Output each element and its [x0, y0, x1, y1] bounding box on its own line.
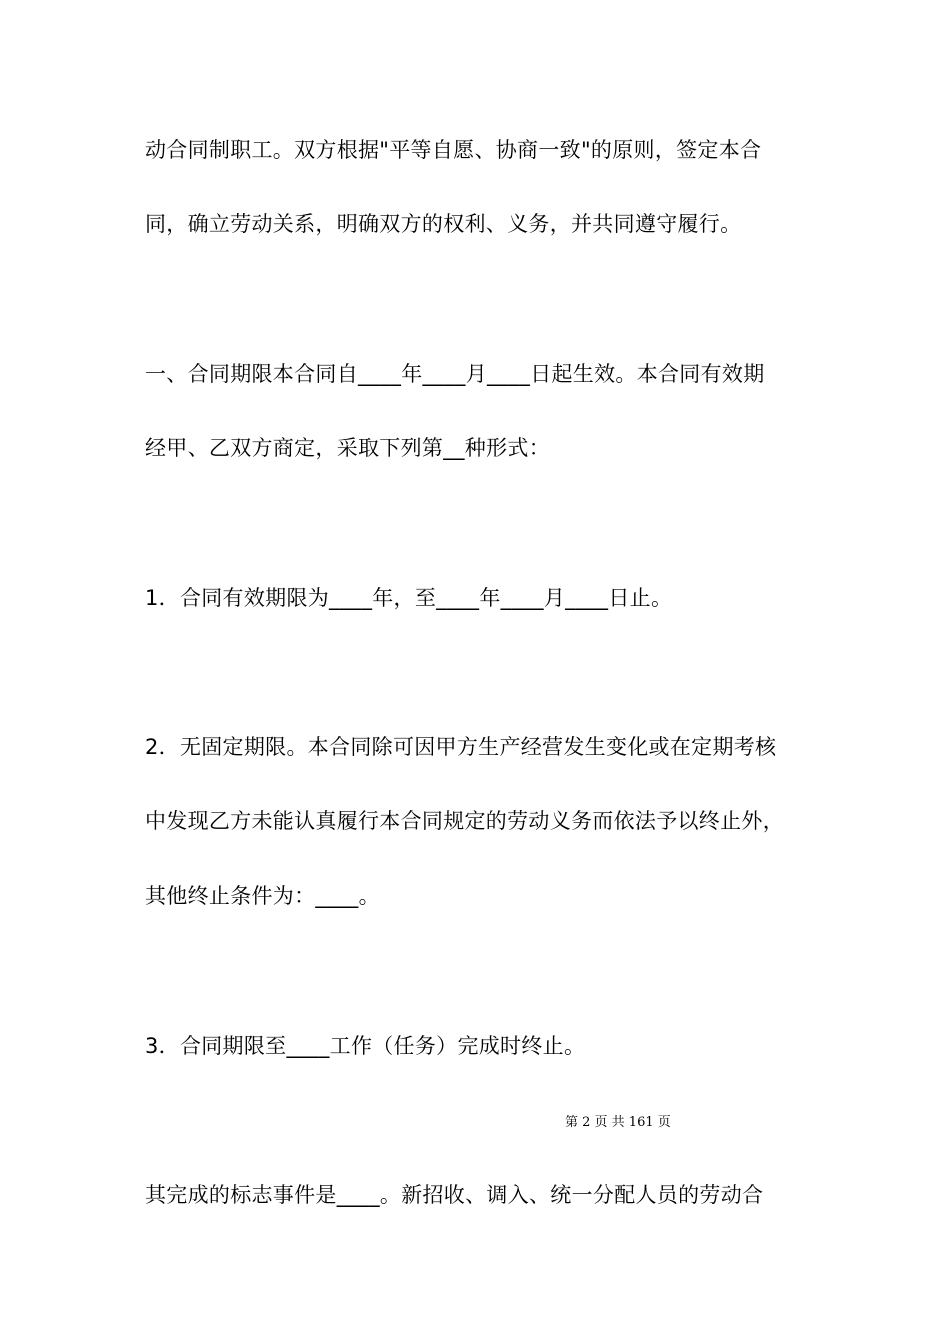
text-line-2: 同，确立劳动关系，明确双方的权利、义务，并共同遵守履行。 [145, 212, 742, 236]
list-item-1: 1．合同有效期限为____年，至____年____月____日止。 [145, 586, 673, 610]
list-item-3: 3．合同期限至____工作（任务）完成时终止。 [145, 1034, 586, 1058]
text-line-10: 其完成的标志事件是____。新招收、调入、统一分配人员的劳动合 [145, 1183, 764, 1207]
text-line-4: 经甲、乙双方商定，采取下列第__种形式： [145, 436, 550, 460]
text-line-1: 动合同制职工。双方根据"平等自愿、协商一致"的原则，签定本合 [145, 138, 762, 162]
page-number-footer: 第 2 页 共 161 页 [565, 1115, 671, 1130]
list-item-2: 2．无固定期限。本合同除可因甲方生产经营发生变化或在定期考核 [145, 735, 777, 759]
text-line-7: 中发现乙方未能认真履行本合同规定的劳动义务而依法予以终止外， [145, 809, 784, 833]
text-line-8: 其他终止条件为：____。 [145, 884, 380, 908]
section-heading-contract-term: 一、合同期限本合同自____年____月____日起生效。本合同有效期 [145, 362, 765, 386]
